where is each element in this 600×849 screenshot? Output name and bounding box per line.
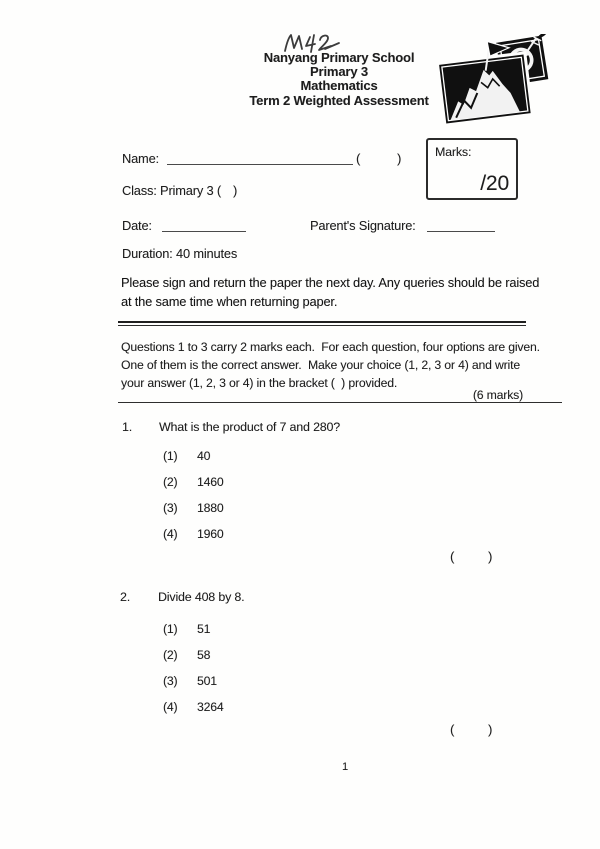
name-blank-line [167,151,353,165]
name-label: Name: [122,151,159,166]
date-label: Date: [122,218,152,233]
question-1-option-4 [163,525,224,543]
question-2-answer-bracket-open: ( [450,722,455,737]
marks-total: /20 [480,172,509,195]
section-divider-thin-rule [118,402,562,403]
section-divider-double-rule [118,321,526,326]
instructions-line2: One of them is the correct answer. Make your choice (1, 2, 3 or 4) and write [121,358,520,372]
question-2-option-3 [163,672,217,690]
option-value: 40 [197,449,211,463]
option-value: 51 [197,622,211,636]
class-label: Class: Primary 3 ( [122,183,221,198]
question-2-answer-bracket-close: ) [488,722,493,737]
date-blank-line [162,218,246,232]
subject: Mathematics [300,78,378,94]
level: Primary 3 [310,64,368,80]
option-label: (3) [163,674,178,688]
name-index-bracket-open: ( [356,151,361,166]
parent-signature-label: Parent's Signature: [310,218,416,233]
school-name: Nanyang Primary School [263,50,415,65]
return-notice-line1: Please sign and return the paper the next day. Any queries should be raised [121,275,540,290]
section-instructions [121,338,551,392]
return-notice-line2: at the same time when returning paper. [121,293,338,309]
option-label: (3) [163,501,178,515]
option-label: (1) [163,622,178,636]
duration-label: Duration: 40 minutes [122,246,238,261]
question-1-text: What is the product of 7 and 280? [159,420,341,434]
option-value: 501 [197,674,217,688]
question-1-answer-bracket-close: ) [488,549,493,564]
marks-box [426,138,518,200]
question-1-option-1 [163,447,210,465]
option-label: (4) [163,527,178,541]
question-1-option-2 [163,473,224,491]
class-bracket-close: ) [233,183,238,198]
question-2-option-2 [163,646,210,664]
option-value: 3264 [197,700,224,714]
option-value: 1460 [197,475,224,489]
marks-label: Marks: [435,145,472,159]
option-label: (2) [163,648,178,662]
return-notice [121,274,566,311]
question-2-option-4 [163,698,224,716]
assessment-title: Term 2 Weighted Assessment [249,92,429,108]
option-label: (2) [163,475,178,489]
name-index-bracket-close: ) [397,151,402,166]
option-value: 58 [197,648,211,662]
question-1-answer-bracket-open: ( [450,549,455,564]
question-2-text: Divide 408 by 8. [158,590,245,604]
option-value: 1880 [197,501,224,515]
option-value: 1960 [197,527,224,541]
option-label: (4) [163,700,178,714]
page-number: 1 [342,761,348,773]
school-logo-icon [437,34,551,124]
question-1-number: 1. [122,420,133,434]
parent-signature-blank-line [427,218,495,232]
option-label: (1) [163,449,178,463]
instructions-line3: your answer (1, 2, 3 or 4) in the bracket ( ) provided. [121,376,398,390]
question-1-option-3 [163,499,224,517]
section-marks: (6 marks) [472,388,523,402]
question-2-number: 2. [120,590,131,604]
instructions-line1: Questions 1 to 3 carry 2 marks each. For each question, four options are given. [121,340,540,354]
question-2-option-1 [163,620,210,638]
